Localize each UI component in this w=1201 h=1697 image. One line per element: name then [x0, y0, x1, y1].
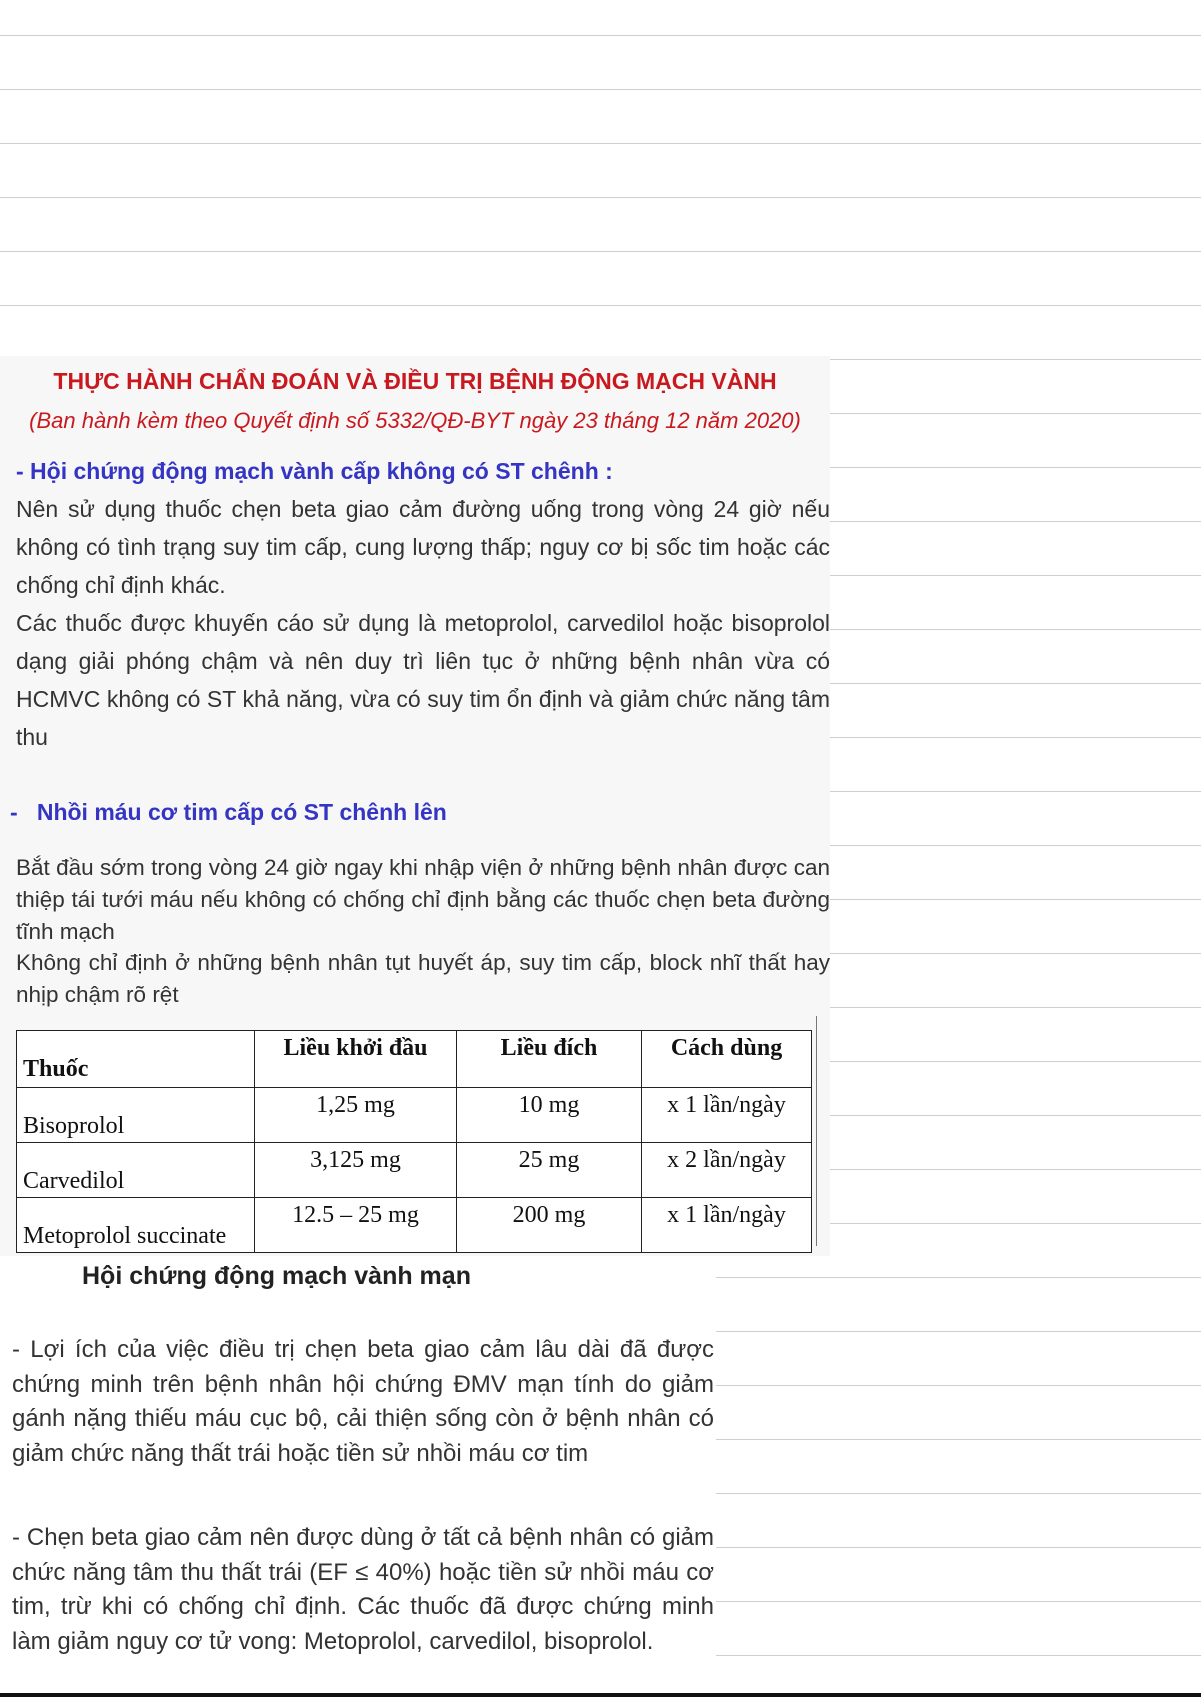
- table-row: [17, 1198, 812, 1253]
- stemi-paragraph-2: Không chỉ định ở những bệnh nhân tụt huyết áp, suy tim cấp, block nhĩ thất hay nhịp chậm rõ rệt: [16, 950, 830, 1007]
- nstemi-paragraph-2: Các thuốc được khuyến cáo sử dụng là metoprolol, carvedilol hoặc bisoprolol dạng giải phóng chậm và nên duy trì liên tục ở những bệnh nhân vừa có HCMVC không có ST khả năng, vừa có suy tim ổn định và giảm chức năng tâm thu: [16, 610, 830, 750]
- section-heading-nstemi: - Hội chứng động mạch vành cấp không có ST chênh :: [16, 458, 613, 484]
- chronic-paragraph-1: - Lợi ích của việc điều trị chẹn beta giao cảm lâu dài đã được chứng minh trên bệnh nhân hội chứng ĐMV mạn tính do giảm gánh nặng thiếu máu cục bộ, cải thiện sống còn ở bệnh nhân có giảm chức năng thất trái hoặc tiền sử nhồi máu cơ tim: [12, 1336, 714, 1467]
- ruled-line: [0, 35, 1201, 36]
- chronic-paragraph-2: - Chẹn beta giao cảm nên được dùng ở tất cả bệnh nhân có giảm chức năng tâm thu thất trái (EF ≤ 40%) hoặc tiền sử nhồi máu cơ tim, trừ khi có chống chỉ định. Các thuốc đã được chứng minh làm giảm nguy cơ tử vong: Metoprolol, carvedilol, bisoprolol.: [12, 1524, 714, 1655]
- nstemi-paragraph-1: Nên sử dụng thuốc chẹn beta giao cảm đường uống trong vòng 24 giờ nếu không có tình trạng suy tim cấp, cung lượng thấp; nguy cơ bị sốc tim hoặc các chống chỉ định khác.: [16, 496, 830, 598]
- table-cell: 25 mg: [457, 1143, 642, 1198]
- table-cell: x 1 lần/ngày: [642, 1088, 812, 1143]
- table-cell: x 1 lần/ngày: [642, 1198, 812, 1253]
- table-cell: Carvedilol: [17, 1143, 255, 1198]
- table-cell: 12.5 – 25 mg: [255, 1198, 457, 1253]
- table-header-cell: Cách dùng: [642, 1031, 812, 1088]
- page-title: THỰC HÀNH CHẨN ĐOÁN VÀ ĐIỀU TRỊ BỆNH ĐỘNG MẠCH VÀNH: [53, 368, 777, 394]
- table-cell: Metoprolol succinate: [17, 1198, 255, 1253]
- ruled-line: [0, 197, 1201, 198]
- table-header-cell: Liều đích: [457, 1031, 642, 1088]
- table-header-row: [17, 1031, 812, 1088]
- ruled-line: [0, 251, 1201, 252]
- table-header-cell: Liều khởi đầu: [255, 1031, 457, 1088]
- table-row: [17, 1088, 812, 1143]
- table-cell: 200 mg: [457, 1198, 642, 1253]
- section-heading-stemi: - Nhồi máu cơ tim cấp có ST chênh lên: [10, 799, 447, 825]
- ruled-line: [0, 305, 1201, 306]
- table-row: [17, 1143, 812, 1198]
- table-cell: 10 mg: [457, 1088, 642, 1143]
- section-heading-chronic: Hội chứng động mạch vành mạn: [82, 1262, 471, 1290]
- divider: [816, 1016, 817, 1246]
- ruled-line: [0, 89, 1201, 90]
- page-subtitle: (Ban hành kèm theo Quyết định số 5332/QĐ-BYT ngày 23 tháng 12 năm 2020): [29, 408, 801, 433]
- table-cell: x 2 lần/ngày: [642, 1143, 812, 1198]
- stemi-paragraph-1: Bắt đầu sớm trong vòng 24 giờ ngay khi nhập viện ở những bệnh nhân được can thiệp tái tưới máu nếu không có chống chỉ định bằng các thuốc chẹn beta đường tĩnh mạch: [16, 855, 830, 944]
- table-cell: Bisoprolol: [17, 1088, 255, 1143]
- ruled-line: [0, 143, 1201, 144]
- bottom-border: [0, 1693, 1201, 1697]
- table-header-cell: Thuốc: [17, 1031, 255, 1088]
- beta-blocker-dosage-table: [16, 1030, 812, 1253]
- table-cell: 1,25 mg: [255, 1088, 457, 1143]
- table-cell: 3,125 mg: [255, 1143, 457, 1198]
